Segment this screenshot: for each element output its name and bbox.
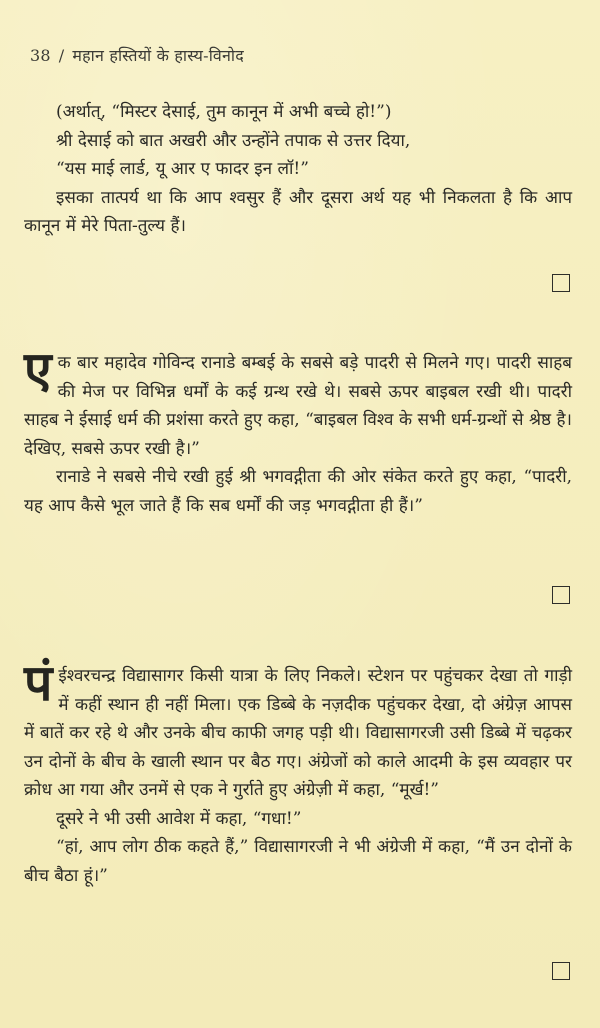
section-end-box xyxy=(552,274,570,292)
anecdote-ranade xyxy=(24,340,572,520)
header-separator: / xyxy=(58,46,65,65)
paragraph-text: क बार महादेव गोविन्द रानाडे बम्बई के सबसे बड़े पादरी से मिलने गए। पादरी साहब की मेज पर विभिन्न धर्मों के कई ग्रन्थ रखे थे। सबसे ऊपर बाइबल रखी थी। पादरी साहब ने ईसाई धर्म की प्रशंसा करते हुए कहा, “बाइबल विश्व के सभी धर्म-ग्रन्थों से श्रेष्ठ है। देखिए, सबसे ऊपर रखी है।” xyxy=(24,353,572,459)
section-end-box xyxy=(552,962,570,980)
paragraph xyxy=(24,653,572,805)
drop-cap: पं xyxy=(24,653,53,712)
paragraph: रानाडे ने सबसे नीचे रखी हुई श्री भगवद्गीता की ओर संकेत करते हुए कहा, “पादरी, यह आप कैसे भूल जाते हैं कि सब धर्मों की जड़ भगवद्गीता ही हैं।” xyxy=(24,467,572,516)
text-line: (अर्थात्, “मिस्टर देसाई, तुम कानून में अभी बच्चे हो!”) xyxy=(56,102,392,122)
paragraph-text: ईश्वरचन्द्र विद्यासागर किसी यात्रा के लिए निकले। स्टेशन पर पहुंचकर देखा तो गाड़ी में कहीं स्थान ही नहीं मिला। एक डिब्बे के नज़दीक पहुंचकर देखा, दो अंग्रेज़ आपस में बातें कर रहे थे और उनके बीच काफी जगह पड़ी थी। विद्यासागरजी उसी डिब्बे में चढ़कर उन दोनों के बीच के खाली स्थान पर बैठ गए। अंग्रेजों को काले आदमी के इस व्यवहार पर क्रोध आ गया और उनमें से एक ने गुर्राते हुए अंग्रेज़ी में कहा, “मूर्ख!” xyxy=(24,666,572,800)
page-number: 38 xyxy=(30,46,51,65)
anecdote-vidyasagar xyxy=(24,653,572,890)
drop-cap: ए xyxy=(24,340,52,399)
page-header xyxy=(30,44,244,66)
paragraph: इसका तात्पर्य था कि आप श्वसुर हैं और दूसरा अर्थ यह भी निकलता है कि आप कानून में मेरे पिता-तुल्य हैं। xyxy=(24,187,572,236)
anecdote-desai xyxy=(24,98,572,241)
paragraph: “हां, आप लोग ठीक कहते हैं,” विद्यासागरजी ने भी अंग्रेजी में कहा, “मैं उन दोनों के बीच बैठा हूं।” xyxy=(24,837,572,886)
text-line: श्री देसाई को बात अखरी और उन्होंने तपाक से उत्तर दिया, xyxy=(56,130,411,151)
paragraph: दूसरे ने भी उसी आवेश में कहा, “गधा!” xyxy=(56,808,302,829)
book-title: महान हस्तियों के हास्य-विनोद xyxy=(72,46,244,65)
paragraph xyxy=(24,340,572,463)
section-end-box xyxy=(552,586,570,604)
text-line: “यस माई लार्ड, यू आर ए फादर इन लॉ!” xyxy=(56,159,309,179)
